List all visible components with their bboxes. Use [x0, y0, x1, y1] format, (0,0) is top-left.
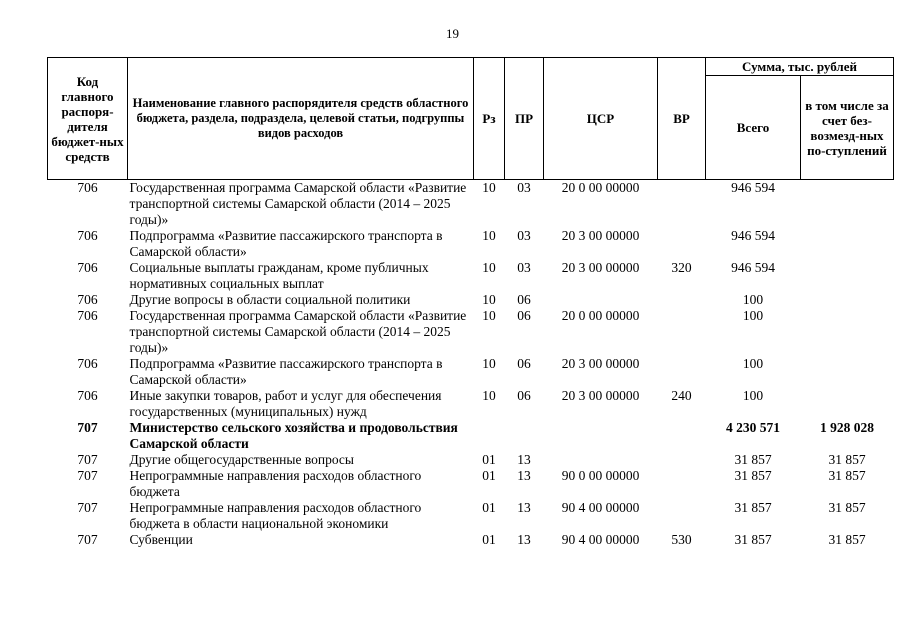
- cell-total: 31 857: [734, 468, 772, 483]
- cell-rz: [474, 420, 505, 452]
- cell-total: 100: [742, 356, 764, 371]
- header-pr: ПР: [505, 58, 544, 180]
- cell-grants: [801, 292, 894, 308]
- table-row: [48, 356, 894, 388]
- cell-name: Государственная программа Самарской области «Развитие транспортной системы Самарской области (2014 – 2025 годы)»: [129, 308, 467, 355]
- cell-vr: [658, 500, 706, 532]
- cell-vr: [658, 292, 706, 308]
- cell-pr: 03: [517, 260, 531, 275]
- cell-total: 946 594: [731, 228, 775, 243]
- cell-name: Государственная программа Самарской области «Развитие транспортной системы Самарской области (2014 – 2025 годы)»: [129, 180, 467, 227]
- cell-rz: 10: [482, 228, 496, 243]
- cell-csr: [544, 292, 658, 308]
- header-csr: ЦСР: [544, 58, 658, 180]
- cell-code: 707: [77, 468, 98, 483]
- cell-grants: 31 857: [828, 452, 866, 467]
- cell-pr: 13: [517, 452, 531, 467]
- cell-total: 100: [742, 388, 764, 403]
- cell-total: 100: [742, 308, 764, 323]
- cell-vr: [658, 452, 706, 468]
- cell-vr: [658, 228, 706, 260]
- cell-code: 707: [77, 420, 98, 435]
- cell-rz: 10: [482, 356, 496, 371]
- table-row: [48, 260, 894, 292]
- cell-total: 31 857: [734, 532, 772, 547]
- cell-total: 31 857: [734, 500, 772, 515]
- cell-pr: [505, 420, 544, 452]
- cell-grants: [801, 180, 894, 229]
- cell-name: Субвенции: [129, 532, 193, 547]
- table-row: [48, 468, 894, 500]
- cell-grants: 31 857: [828, 500, 866, 515]
- cell-vr: [658, 180, 706, 229]
- cell-name: Министерство сельского хозяйства и продовольствия Самарской области: [129, 420, 458, 451]
- cell-csr: 20 3 00 00000: [561, 260, 640, 275]
- cell-rz: 01: [482, 468, 496, 483]
- cell-pr: 06: [517, 356, 531, 371]
- cell-grants: [801, 260, 894, 292]
- table-body: [48, 180, 894, 549]
- cell-vr: 320: [671, 260, 692, 275]
- cell-vr: [658, 308, 706, 356]
- cell-grants: 31 857: [828, 532, 866, 547]
- cell-vr: [658, 420, 706, 452]
- cell-name: Иные закупки товаров, работ и услуг для обеспечения государственных (муниципальных) нужд: [129, 388, 442, 419]
- header-sum: Сумма, тыс. рублей: [706, 58, 894, 76]
- cell-csr: 20 3 00 00000: [561, 356, 640, 371]
- cell-csr: 90 4 00 00000: [561, 500, 640, 515]
- cell-vr: 530: [671, 532, 692, 547]
- cell-pr: 06: [517, 308, 531, 323]
- cell-grants: 31 857: [828, 468, 866, 483]
- table-row: [48, 420, 894, 452]
- cell-grants: [801, 388, 894, 420]
- cell-total: 946 594: [731, 260, 775, 275]
- cell-vr: 240: [671, 388, 692, 403]
- cell-rz: 01: [482, 452, 496, 467]
- cell-code: 706: [77, 260, 98, 275]
- table-header: [48, 58, 894, 180]
- cell-vr: [658, 356, 706, 388]
- cell-name: Подпрограмма «Развитие пассажирского транспорта в Самарской области»: [129, 228, 443, 259]
- cell-rz: 10: [482, 260, 496, 275]
- cell-pr: 13: [517, 500, 531, 515]
- table-row: [48, 388, 894, 420]
- cell-rz: 10: [482, 292, 496, 307]
- cell-rz: 01: [482, 532, 496, 547]
- table-row: [48, 500, 894, 532]
- cell-pr: 03: [517, 180, 531, 195]
- cell-total: 946 594: [731, 180, 775, 195]
- cell-code: 706: [77, 308, 98, 323]
- cell-pr: 06: [517, 388, 531, 403]
- cell-code: 707: [77, 532, 98, 547]
- cell-pr: 13: [517, 468, 531, 483]
- cell-csr: 90 4 00 00000: [561, 532, 640, 547]
- page-number: 19: [446, 26, 459, 41]
- cell-csr: 20 3 00 00000: [561, 228, 640, 243]
- cell-pr: 03: [517, 228, 531, 243]
- cell-total: 31 857: [734, 452, 772, 467]
- cell-code: 706: [77, 180, 98, 195]
- table-row: [48, 532, 894, 548]
- table-row: [48, 308, 894, 356]
- cell-name: Другие общегосударственные вопросы: [129, 452, 354, 467]
- header-vr: ВР: [658, 58, 706, 180]
- cell-csr: 20 3 00 00000: [561, 388, 640, 403]
- cell-rz: 01: [482, 500, 496, 515]
- cell-vr: [658, 468, 706, 500]
- cell-grants: 1 928 028: [820, 420, 874, 435]
- cell-code: 706: [77, 292, 98, 307]
- cell-total: 4 230 571: [726, 420, 780, 435]
- cell-name: Социальные выплаты гражданам, кроме публичных нормативных социальных выплат: [129, 260, 429, 291]
- header-code: Код главного распоря-дителя бюджет-ных средств: [48, 58, 128, 180]
- table-row: [48, 292, 894, 308]
- cell-grants: [801, 356, 894, 388]
- cell-pr: 13: [517, 532, 531, 547]
- cell-csr: 20 0 00 00000: [561, 180, 640, 195]
- cell-csr: [544, 452, 658, 468]
- cell-code: 706: [77, 388, 98, 403]
- table-row: [48, 180, 894, 229]
- table-row: [48, 452, 894, 468]
- cell-total: 100: [742, 292, 764, 307]
- cell-code: 706: [77, 356, 98, 371]
- cell-grants: [801, 308, 894, 356]
- cell-name: Подпрограмма «Развитие пассажирского транспорта в Самарской области»: [129, 356, 443, 387]
- table-row: [48, 228, 894, 260]
- cell-name: Непрограммные направления расходов областного бюджета: [129, 468, 422, 499]
- cell-code: 707: [77, 452, 98, 467]
- cell-csr: [544, 420, 658, 452]
- cell-code: 706: [77, 228, 98, 243]
- cell-csr: 20 0 00 00000: [561, 308, 640, 323]
- header-name: Наименование главного распорядителя средств областного бюджета, раздела, подраздела, целевой статьи, подгруппы видов расходов: [128, 58, 474, 180]
- cell-code: 707: [77, 500, 98, 515]
- header-rz: Рз: [474, 58, 505, 180]
- header-total: Всего: [706, 76, 801, 180]
- cell-pr: 06: [517, 292, 531, 307]
- budget-table: [47, 57, 894, 548]
- header-grants: в том числе за счет без-возмезд-ных по-ступлений: [801, 76, 894, 180]
- cell-csr: 90 0 00 00000: [561, 468, 640, 483]
- cell-grants: [801, 228, 894, 260]
- cell-rz: 10: [482, 180, 496, 195]
- cell-name: Другие вопросы в области социальной политики: [129, 292, 411, 307]
- cell-name: Непрограммные направления расходов областного бюджета в области национальной экономики: [129, 500, 422, 531]
- cell-rz: 10: [482, 308, 496, 323]
- cell-rz: 10: [482, 388, 496, 403]
